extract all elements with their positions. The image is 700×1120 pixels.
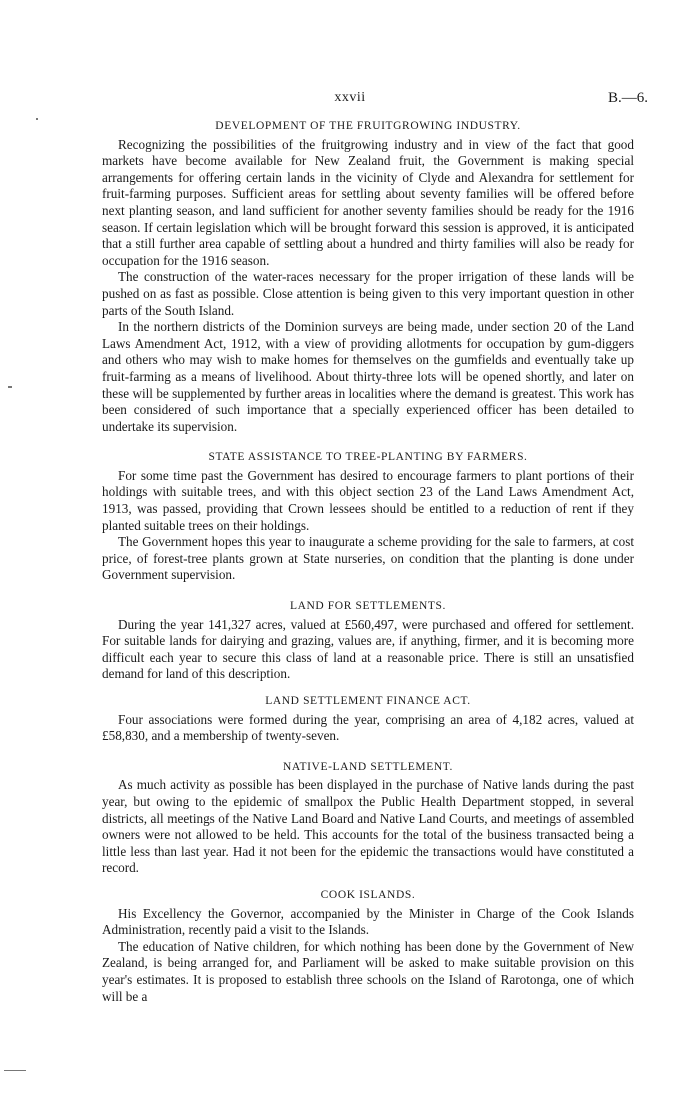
- section-native-land: [102, 759, 634, 877]
- section-land-for-settlements: [102, 598, 634, 683]
- page-number: xxvii: [334, 90, 366, 105]
- section-heading: LAND FOR SETTLEMENTS.: [289, 600, 447, 613]
- section-tree-planting: [102, 449, 634, 584]
- document-reference: B.—6.: [607, 90, 648, 106]
- document-body: [102, 118, 634, 1005]
- section-heading: NATIVE-LAND SETTLEMENT.: [282, 760, 454, 773]
- paragraph: As much activity as possible has been displayed in the purchase of Native lands during the past year, but owing to the epidemic of smallpox the Public Health Department stopped, in several districts, all meetings of the Native Land Board and Native Land Courts, and meetings of assembled owners were not allowed to be held. This accounts for the total of the business transacted being a little less than last year. Had it not been for the epidemic the transactions would have constituted a record.: [102, 777, 634, 876]
- margin-mark-top: [36, 118, 38, 120]
- section-finance-act: [102, 693, 634, 745]
- paragraph: The Government hopes this year to inaugurate a scheme providing for the sale to farmers, at cost price, of forest-tree plants grown at State nurseries, on condition that the planting is done under Government supervision.: [102, 534, 634, 583]
- section-cook-islands: [102, 887, 634, 1005]
- section-heading: STATE ASSISTANCE TO TREE-PLANTING BY FARMERS.: [208, 451, 528, 464]
- paragraph: In the northern districts of the Dominion surveys are being made, under section 20 of the Land Laws Amendment Act, 1912, with a view of providing allotments for occupation by gum-diggers and others who may wish to make homes for themselves on the gumfields and eventually take up fruit-farming as a means of livelihood. About thirty-three lots will be opened shortly, and later on these will be supplemented by further areas in localities where the demand is greatest. This work has been considered of such importance that a specially experienced officer has been detailed to undertake its supervision.: [102, 319, 634, 434]
- section-heading: DEVELOPMENT OF THE FRUITGROWING INDUSTRY.: [215, 120, 521, 132]
- section-fruitgrowing: [102, 118, 634, 435]
- paragraph: Recognizing the possibilities of the fruitgrowing industry and in view of the fact that good markets have become available for New Zealand fruit, the Government is making special arrangements for offering certain lands in the vicinity of Clyde and Alexandra for settlement for fruit-farming purposes. Sufficient areas for settling about seventy families will be offered before next planting season, and land sufficient for another seventy families should be ready for the 1916 season. If certain legislation which will be brought forward this session is approved, it is anticipated that a still further area capable of settling about a hundred and thirty families will also be ready for occupation for the 1916 season.: [102, 136, 634, 268]
- page-header: [0, 90, 700, 110]
- paragraph: The education of Native children, for which nothing has been done by the Government of New Zealand, is being arranged for, and Parliament will be asked to make suitable provision on this year's estimates. It is proposed to establish three schools on the Island of Rarotonga, one of which will be a: [102, 938, 634, 1004]
- paragraph: The construction of the water-races necessary for the proper irrigation of these lands will be pushed on as fast as possible. Close attention is being given to this very important question in other parts of the South Island.: [102, 269, 634, 318]
- paragraph: For some time past the Government has desired to encourage farmers to plant portions of their holdings with suitable trees, and with this object section 23 of the Land Laws Amendment Act, 1913, was passed, providing that Crown lessees should be entitled to a reduction of rent if they planted suitable trees on their holdings.: [102, 467, 634, 533]
- section-heading: LAND SETTLEMENT FINANCE ACT.: [265, 695, 471, 707]
- paragraph: His Excellency the Governor, accompanied by the Minister in Charge of the Cook Islands Administration, recently paid a visit to the Islands.: [102, 905, 634, 938]
- section-heading: COOK ISLANDS.: [320, 888, 416, 901]
- paragraph: Four associations were formed during the year, comprising an area of 4,182 acres, valued at £58,830, and a membership of twenty-seven.: [102, 711, 634, 744]
- paragraph: During the year 141,327 acres, valued at £560,497, were purchased and offered for settlement. For suitable lands for dairying and grazing, values are, if anything, firmer, and it is becoming more difficult each year to secure this class of land at a reasonable price. There is still an unsatisfied demand for land of this description.: [102, 616, 634, 682]
- margin-mark-bottom: [4, 1070, 26, 1071]
- margin-mark-middle: [8, 386, 12, 388]
